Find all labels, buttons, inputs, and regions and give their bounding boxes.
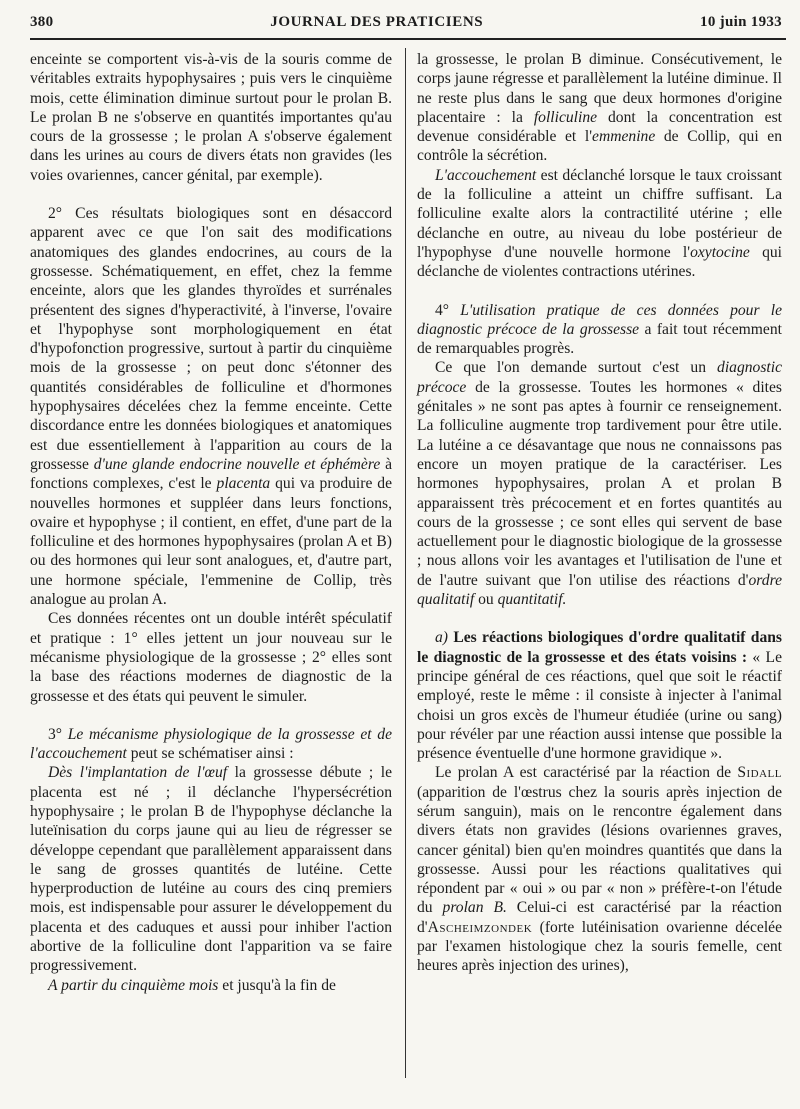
header-rule <box>30 38 786 40</box>
column-divider <box>405 48 406 1078</box>
paragraph: 2° Ces résultats biologiques sont en désaccord apparent avec ce que l'on sait des modifications anatomiques des glandes endocrines, au cours de la grossesse. Schématiquement, en effet, chez la femme enceinte, alors que les glandes thyroïdes et surrénales présentent des signes d'hyperactivité, à l'inverse, l'ovaire et l'hypophyse sont morphologiquement en état d'hypofonction progressive, surtout à partir du cinquième mois de la grossesse ; on peut donc s'étonner des quantités considérables de folliculine et d'hormones hypophysaires décelées chez la femme enceinte. Cette discordance entre les données biologiques et anatomiques est due essentiellement à l'apparition au cours de la grossesse d'une glande endocrine nouvelle et éphémère à fonctions complexes, c'est le placenta qui va produire de nouvelles hormones et suppléer dans leurs fonctions, ovaire et hypophyse ; il contient, en effet, d'une part de la folliculine et des hormones hypophysaires (prolan A et B) ou des hormones qui leur sont analogues, et, d'autre part, une hormone spéciale, l'emmenine de Collip, très analogue au prolan A. <box>30 205 392 609</box>
paragraph: Le prolan A est caractérisé par la réaction de Sidall (apparition de l'œstrus chez la souris après injection de sérum sanguin), mais on le rencontre également dans divers états non gravides (lésions ovariennes graves, cancer génital) bien qu'en moindres quantités que dans la grossesse. Aussi pour les réactions qualitatives qui répondent par « oui » ou par « non » préfère-t-on l'étude du prolan B. Celui-ci est caractérisé par la réaction d'Ascheimzondek (forte lutéinisation ovarienne décelée par l'examen histologique chez la souris femelle, cent heures après injection des urines), <box>417 764 782 975</box>
page-number: 380 <box>30 14 54 30</box>
paragraph: A partir du cinquième mois et jusqu'à la fin de <box>48 976 336 994</box>
right-column <box>417 50 782 976</box>
paragraph: L'accouchement est déclanché lorsque le taux croissant de la folliculine a atteint un chiffre suffisant. La folliculine exalte alors la contractilité utérine ; elle déclanche en outre, au niveau du lobe postérieur de l'hypophyse d'une nouvelle hormone l'oxytocine qui déclanche de violentes contractions utérines. <box>417 166 782 281</box>
paragraph: enceinte se comportent vis-à-vis de la souris comme de véritables extraits hypophysaires ; puis vers le cinquième mois, cette élimination diminue surtout pour le prolan B. Le prolan B ne s'observe en quantités importantes qu'au cours de la grossesse ; le prolan A s'observe également dans les urines au cours de divers états non gravides (les voies ovariennes, cancer génital, par exemple). <box>30 51 392 184</box>
left-column <box>30 50 392 995</box>
paragraph: la grossesse, le prolan B diminue. Consécutivement, le corps jaune régresse et parallèlement la lutéine diminue. Il ne reste plus dans le sang que deux hormones d'origine placentaire : la folliculine dont la concentration est devenue considérable et l'emmenine de Collip, qui en contrôle la sécrétion. <box>417 51 782 165</box>
journal-title: JOURNAL DES PRATICIENS <box>270 14 484 30</box>
section-heading-paragraph: 3° Le mécanisme physiologique de la grossesse et de l'accouchement peut se schématiser ainsi : <box>30 725 392 763</box>
subsection-paragraph: a) Les réactions biologiques d'ordre qualitatif dans le diagnostic de la grossesse et des états voisins : « Le principe général de ces réactions, quel que soit le réactif employé, reste le même : il consiste à injecter à l'animal choisi un gros excès de l'humeur étudiée (urine ou sang) pour révéler par une réaction aussi intense que possible la présence éventuelle d'une hormone gravidique ». <box>417 629 782 763</box>
section-heading-paragraph: 4° L'utilisation pratique de ces données pour le diagnostic précoce de la grossesse a fait tout récemment de remarquables progrès. <box>417 301 783 358</box>
paragraph: Ce que l'on demande surtout c'est un diagnostic précoce de la grossesse. Toutes les hormones « dites génitales » ne sont pas aptes à fournir ce renseignement. La folliculine augmente trop tardivement pour être utile. La lutéine a ce désavantage que nous ne connaissons pas encore un moyen pratique de la caractériser. Les hormones hypophysaires, prolan A et prolan B apparaissent très précocement et en fortes quantités au cours de la grossesse ; ce sont elles qui servent de base actuellement pour le diagnostic biologique de la grossesse ; nous allons voir les avantages et l'utilisation de l'une et de l'autre suivant que l'on utilise des réactions d'ordre qualitatif ou quantitatif. <box>417 359 782 609</box>
paragraph: Dès l'implantation de l'œuf la grossesse débute ; le placenta est né ; il déclanche l'hypersécrétion hypophysaire ; le prolan B de l'hypophyse déclanche la luteïnisation du corps jaune qui au lieu de régresser se développe cependant que parallèlement apparaissent dans le sang de grosses quantités de lutéine. Cette hyperproduction de lutéine au cours des cinq premiers mois, est indispensable pour assurer le développement du placenta et des caduques et aussi pour inhiber l'action abortive de la folliculine dont l'apparition va se faire progressivement. <box>30 764 392 975</box>
page-header <box>30 14 782 38</box>
issue-date: 10 juin 1933 <box>700 14 782 30</box>
paragraph: Ces données récentes ont un double intérêt spéculatif et pratique : 1° elles jettent un jour nouveau sur le mécanisme physiologique de la grossesse ; 2° elles sont la base des réactions modernes de diagnostic de la grossesse et des états qui peuvent le simuler. <box>30 610 392 705</box>
